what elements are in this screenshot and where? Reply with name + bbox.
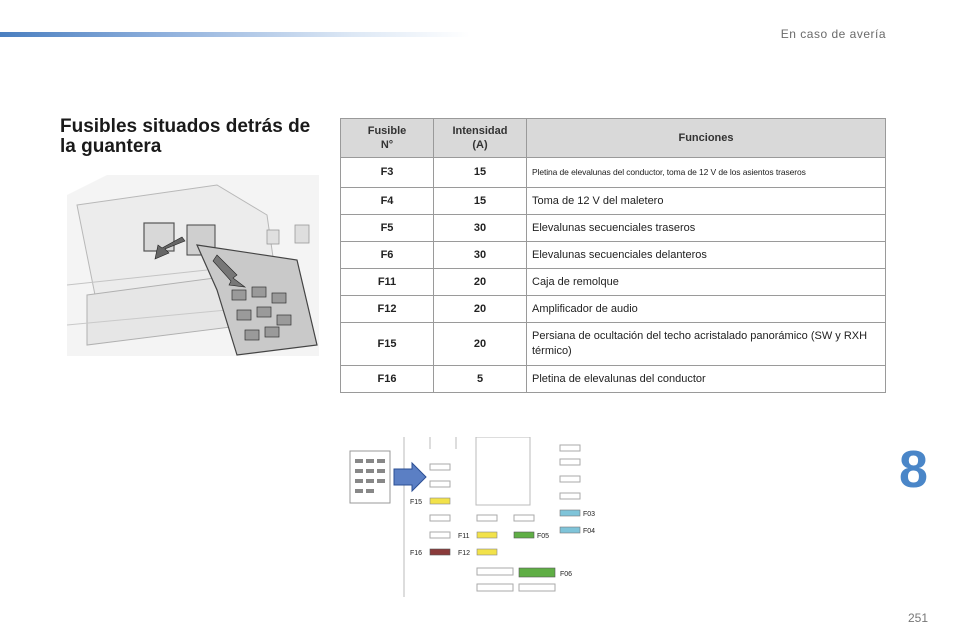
fuse-f06	[519, 568, 555, 577]
chapter-number: 8	[899, 441, 928, 499]
fuse-box-diagram	[346, 437, 596, 599]
fuse-number: F5	[341, 215, 434, 242]
fuse-f12	[477, 549, 497, 555]
fuse-function: Caja de remolque	[527, 269, 886, 296]
table-header-row	[341, 119, 886, 158]
fuse-number: F16	[341, 366, 434, 393]
table-row	[341, 296, 886, 323]
fuse-number: F15	[341, 323, 434, 366]
table-row	[341, 366, 886, 393]
label-f15: F15	[410, 499, 423, 506]
fuse-f04	[560, 527, 580, 533]
fuse-function: Persiana de ocultación del techo acristalado panorámico (SW y RXH térmico)	[527, 323, 886, 366]
label-f03: F03	[583, 511, 596, 518]
label-f11: F11	[458, 533, 470, 540]
fuse-f16	[430, 549, 450, 555]
fuse-number: F3	[341, 158, 434, 188]
fuse-amperage: 30	[434, 242, 527, 269]
fuse-table	[340, 118, 886, 393]
fuse-number: F4	[341, 188, 434, 215]
fuse-f05	[514, 532, 534, 538]
fuse-f03	[560, 510, 580, 516]
glovebox-photo	[67, 175, 319, 356]
header-functions: Funciones	[527, 119, 886, 158]
fuse-function: Pletina de elevalunas del conductor	[527, 366, 886, 393]
arrow-right-icon	[394, 463, 426, 491]
fuse-function: Toma de 12 V del maletero	[527, 188, 886, 215]
table-row	[341, 323, 886, 366]
page-title: Fusibles situados detrás de la guantera	[60, 116, 311, 157]
fuse-number: F6	[341, 242, 434, 269]
fuse-amperage: 20	[434, 323, 527, 366]
fuse-function: Amplificador de audio	[527, 296, 886, 323]
label-f04: F04	[583, 528, 596, 535]
fuse-function: Pletina de elevalunas del conductor, toma de 12 V de los asientos traseros	[527, 158, 886, 188]
fuse-amperage: 15	[434, 188, 527, 215]
section-header: En caso de avería	[780, 27, 886, 41]
mini-fuse-box	[350, 451, 390, 503]
label-f12: F12	[458, 550, 471, 557]
table-row	[341, 158, 886, 188]
fuse-amperage: 5	[434, 366, 527, 393]
fuse-f15	[430, 498, 450, 504]
table-row	[341, 215, 886, 242]
page-number: 251	[907, 611, 928, 625]
fuse-number: F12	[341, 296, 434, 323]
fuse-number: F11	[341, 269, 434, 296]
label-f16: F16	[410, 550, 423, 557]
fuse-amperage: 30	[434, 215, 527, 242]
header-amperage: Intensidad (A)	[434, 119, 527, 158]
fuse-function: Elevalunas secuenciales traseros	[527, 215, 886, 242]
header-fuse: Fusible N°	[341, 119, 434, 158]
table-row	[341, 242, 886, 269]
label-f06: F06	[560, 571, 573, 578]
fuse-amperage: 20	[434, 296, 527, 323]
fuse-function: Elevalunas secuenciales delanteros	[527, 242, 886, 269]
header-accent-bar	[0, 32, 470, 37]
fuse-amperage: 20	[434, 269, 527, 296]
table-row	[341, 269, 886, 296]
table-row	[341, 188, 886, 215]
fuse-amperage: 15	[434, 158, 527, 188]
label-f05: F05	[537, 533, 550, 540]
fuse-f11	[477, 532, 497, 538]
